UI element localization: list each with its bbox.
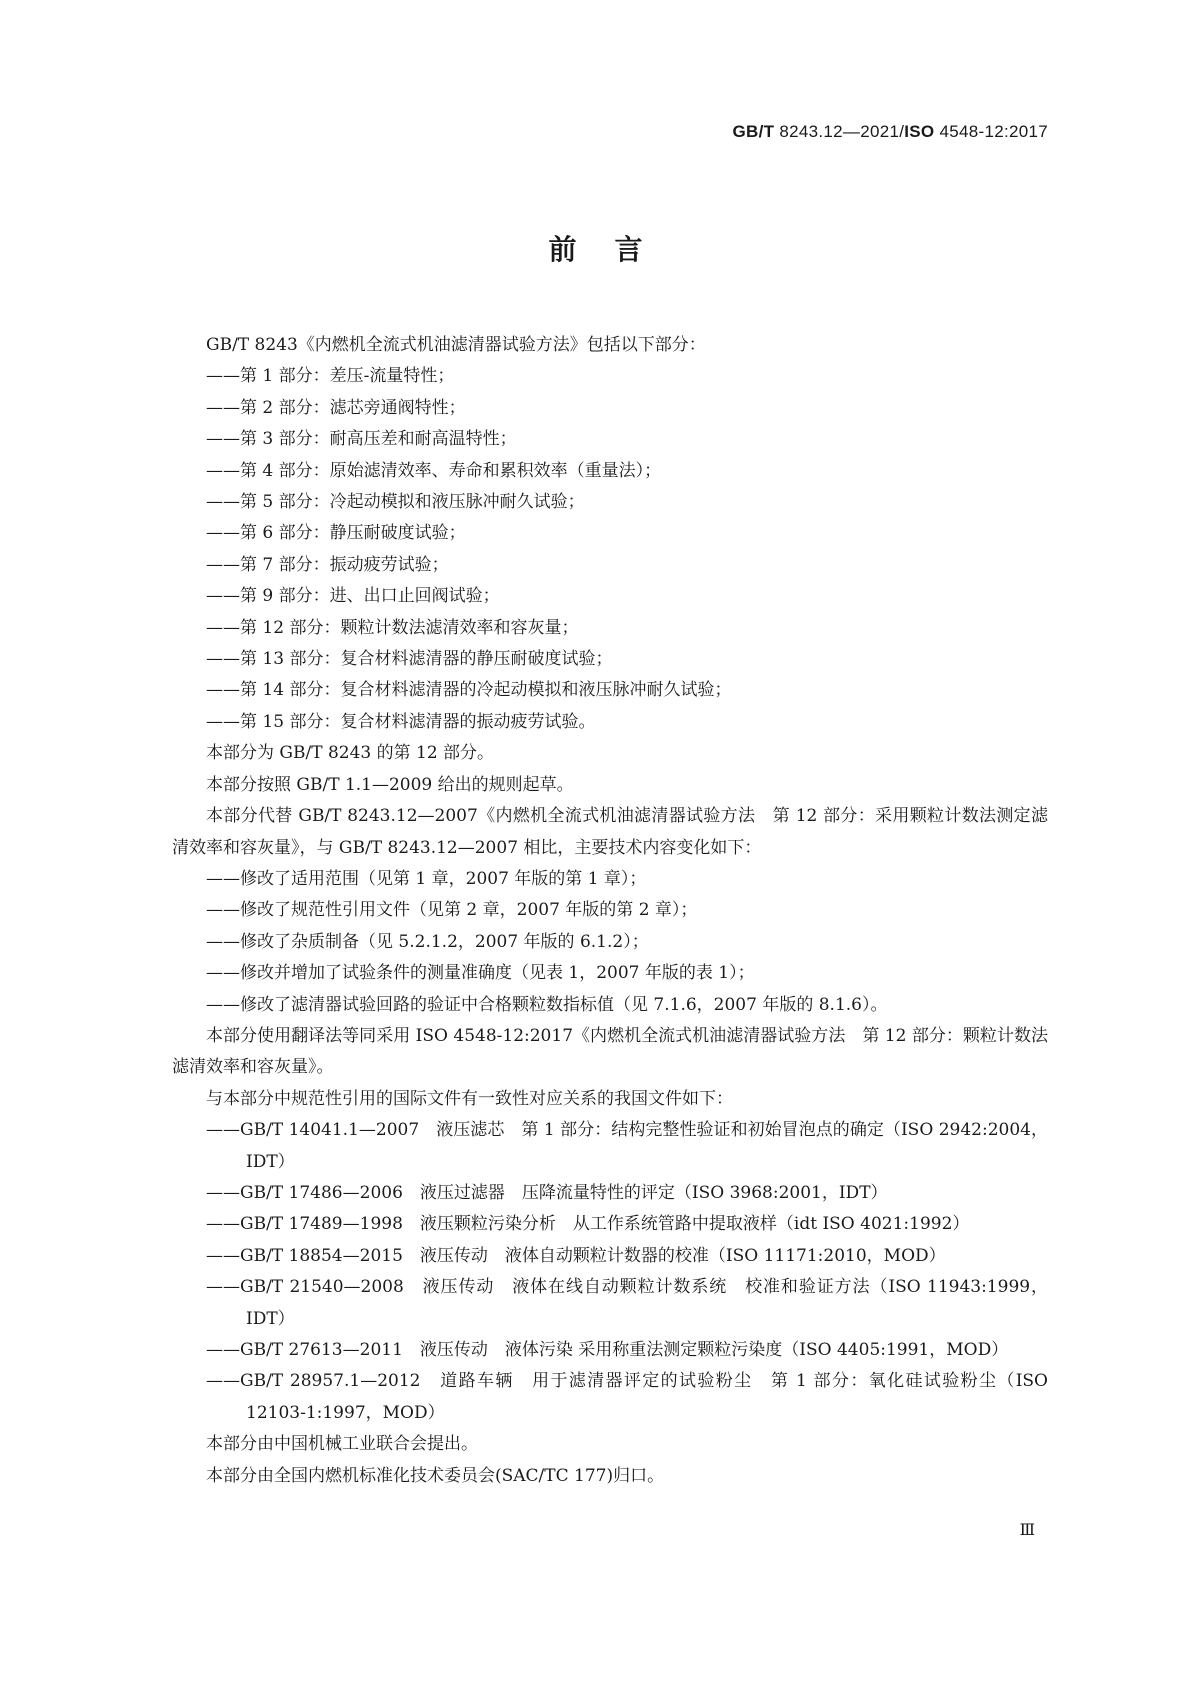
change-list-item: ——修改了适用范围（见第 1 章，2007 年版的第 1 章）；	[206, 868, 647, 889]
header-iso-number: 4548-12:2017	[934, 122, 1048, 141]
part-list-item: ——第 3 部分：耐高压差和耐高温特性；	[206, 429, 517, 450]
reference-list-item: ——GB/T 28957.1—2012 道路车辆 用于滤清器评定的试验粉尘 第 1 部分：氧化硅试验粉尘（ISO 12103-1:1997，MOD）	[206, 1371, 1048, 1423]
managed-by: 本部分由全国内燃机标准化技术委员会(SAC/TC 177)归口。	[206, 1465, 665, 1486]
reference-list-item: ——GB/T 17489—1998 液压颗粒污染分析 从工作系统管路中提取液样（idt ISO 4021:1992）	[206, 1214, 970, 1235]
part-list-item: ——第 1 部分：差压-流量特性；	[206, 366, 455, 387]
drafting-rule: 本部分按照 GB/T 1.1—2009 给出的规则起草。	[206, 774, 574, 795]
part-list-item: ——第 4 部分：原始滤清效率、寿命和累积效率（重量法）；	[206, 460, 662, 481]
proposed-by: 本部分由中国机械工业联合会提出。	[206, 1434, 478, 1455]
header-iso-prefix: ISO	[904, 122, 935, 141]
page-number: Ⅲ	[1019, 1520, 1035, 1539]
intro-paragraph: GB/T 8243《内燃机全流式机油滤清器试验方法》包括以下部分：	[206, 335, 706, 355]
change-list-item: ——修改了规范性引用文件（见第 2 章，2007 年版的第 2 章）；	[206, 900, 698, 921]
page-title: 前言	[548, 233, 681, 266]
reference-list-item: ——GB/T 27613—2011 液压传动 液体污染 采用称重法测定颗粒污染度（ISO 4405:1991，MOD）	[206, 1340, 1009, 1360]
reference-list-item: ——GB/T 21540—2008 液压传动 液体在线自动颗粒计数系统 校准和验证方法（ISO 11943:1999，IDT）	[206, 1277, 1048, 1329]
reference-list-item: ——GB/T 17486—2006 液压过滤器 压降流量特性的评定（ISO 3968:2001，IDT）	[206, 1182, 888, 1203]
change-list-item: ——修改并增加了试验条件的测量准确度（见表 1，2007 年版的表 1）；	[206, 963, 755, 984]
reference-list-item: ——GB/T 18854—2015 液压传动 液体自动颗粒计数器的校准（ISO 11171:2010，MOD）	[206, 1245, 946, 1266]
part-list-item: ——第 14 部分：复合材料滤清器的冷起动模拟和液压脉冲耐久试验；	[206, 680, 732, 701]
part-list-item: ——第 15 部分：复合材料滤清器的振动疲劳试验。	[206, 711, 596, 732]
part-list-item: ——第 13 部分：复合材料滤清器的静压耐破度试验；	[206, 649, 613, 670]
correspondence-intro: 与本部分中规范性引用的国际文件有一致性对应关系的我国文件如下：	[206, 1088, 733, 1109]
reference-list-item: ——GB/T 14041.1—2007 液压滤芯 第 1 部分：结构完整性验证和初始冒泡点的确定（ISO 2942:2004，IDT）	[206, 1120, 1048, 1172]
foreword-body	[172, 330, 1048, 1492]
header-gb-code: GB/T	[732, 122, 775, 141]
part-list-item: ——第 2 部分：滤芯旁通阀特性；	[206, 397, 466, 418]
header-gb-number: 8243.12—2021/	[774, 122, 905, 141]
document-code-header	[733, 122, 1048, 142]
replaces-paragraph: 本部分代替 GB/T 8243.12—2007《内燃机全流式机油滤清器试验方法 第 12 部分：采用颗粒计数法测定滤清效率和容灰量》，与 GB/T 8243.12—2007 相比，主要技术内容变化如下：	[172, 806, 1048, 858]
part-list-item: ——第 9 部分：进、出口止回阀试验；	[206, 586, 500, 607]
part-statement: 本部分为 GB/T 8243 的第 12 部分。	[206, 743, 495, 764]
part-list-item: ——第 5 部分：冷起动模拟和液压脉冲耐久试验；	[206, 492, 585, 513]
part-list-item: ——第 7 部分：振动疲劳试验；	[206, 554, 449, 575]
part-list-item: ——第 12 部分：颗粒计数法滤清效率和容灰量；	[206, 617, 579, 638]
part-list-item: ——第 6 部分：静压耐破度试验；	[206, 523, 466, 544]
adoption-paragraph: 本部分使用翻译法等同采用 ISO 4548-12:2017《内燃机全流式机油滤清器试验方法 第 12 部分：颗粒计数法滤清效率和容灰量》。	[172, 1025, 1048, 1078]
change-list-item: ——修改了滤清器试验回路的验证中合格颗粒数指标值（见 7.1.6，2007 年版的 8.1.6）。	[206, 994, 888, 1015]
change-list-item: ——修改了杂质制备（见 5.2.1.2，2007 年版的 6.1.2）；	[206, 931, 649, 952]
